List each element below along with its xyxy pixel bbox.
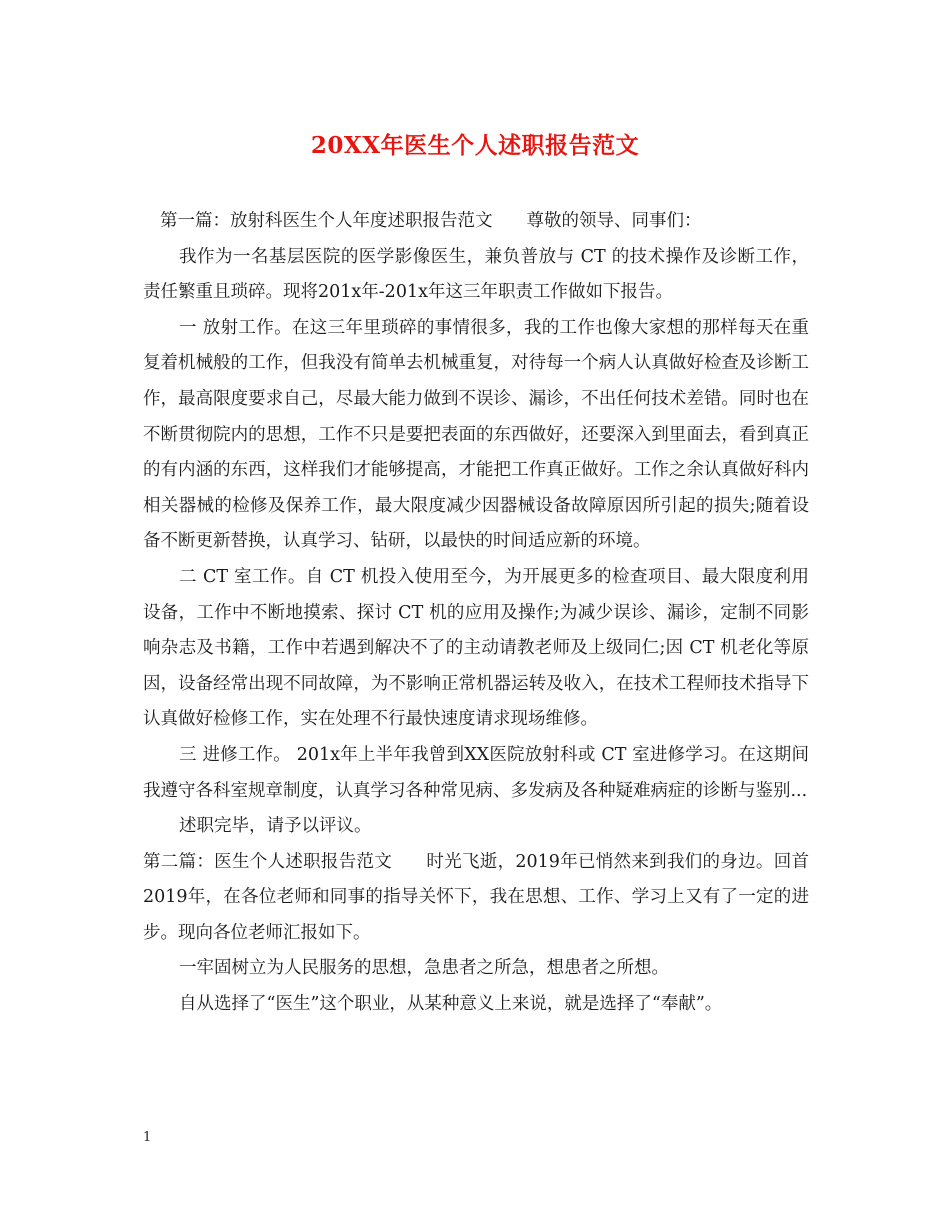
salutation: 尊敬的领导、同事们： <box>526 211 702 231</box>
paragraph-9: 自从选择了“医生”这个职业，从某种意义上来说，就是选择了“奉献”。 <box>179 994 723 1015</box>
paragraph-6: 述职完毕，请予以评议。 <box>179 816 372 837</box>
paragraph-2: 我作为一名基层医院的医学影像医生，兼负普放与 CT 的技术操作及诊断工作，责任繁重且琐碎。现将201x年-201x年这三年职责工作做如下报告。 <box>143 246 809 303</box>
paragraph-5: 三 进修工作。 201x年上半年我曾到XX医院放射科或 CT 室进修学习。在这期间我遵守各科室规章制度，认真学习各种常见病、多发病及各种疑难病症的诊断与鉴别... <box>143 744 809 801</box>
paragraph-7-text: 时光飞逝，2019年已悄然来到我们的身边。回首2019年，在各位老师和同事的指导关怀下，我在思想、工作、学习上又有了一定的进步。现向各位老师汇报如下。 <box>143 851 809 943</box>
document-body <box>143 204 809 1023</box>
paragraph-8: 一牢固树立为人民服务的思想，急患者之所急，想患者之所想。 <box>179 958 669 979</box>
paragraph-7 <box>143 845 809 952</box>
document-title: 20XX年医生个人述职报告范文 <box>310 132 640 159</box>
section-heading-2: 第二篇：医生个人述职报告范文 <box>143 851 393 872</box>
paragraph-3: 一 放射工作。在这三年里琐碎的事情很多，我的工作也像大家想的那样每天在重复着机械般的工作，但我没有简单去机械重复，对待每一个病人认真做好检查及诊断工作，最高限度要求自己，尽最大能力做到不误诊、漏诊，不出任何技术差错。同时也在不断贯彻院内的思想，工作不只是要把表面的东西做好，还要深入到里面去，看到真正的有内涵的东西，这样我们才能够提高，才能把工作真正做好。工作之余认真做好科内相关器械的检修及保养工作，最大限度减少因器械设备故障原因所引起的损失;随着设备不断更新替换，认真学习、钻研，以最快的时间适应新的环境。 <box>143 317 809 552</box>
paragraph-4: 二 CT 室工作。自 CT 机投入使用至今，为开展更多的检查项目、最大限度利用设备，工作中不断地摸索、探讨 CT 机的应用及操作;为减少误诊、漏诊，定制不同影响杂志及书籍，工作中若遇到解决不了的主动请教老师及上级同仁;因 CT 机老化等原因，设备经常出现不同故障，为不影响正常机器运转及收入，在技术工程师技术指导下认真做好检修工作，实在处理不行最快速度请求现场维修。 <box>143 566 809 730</box>
section-heading-1: 第一篇：放射科医生个人年度述职报告范文 <box>160 211 493 231</box>
page-number: 1 <box>143 1130 152 1145</box>
paragraph-1 <box>143 204 809 240</box>
